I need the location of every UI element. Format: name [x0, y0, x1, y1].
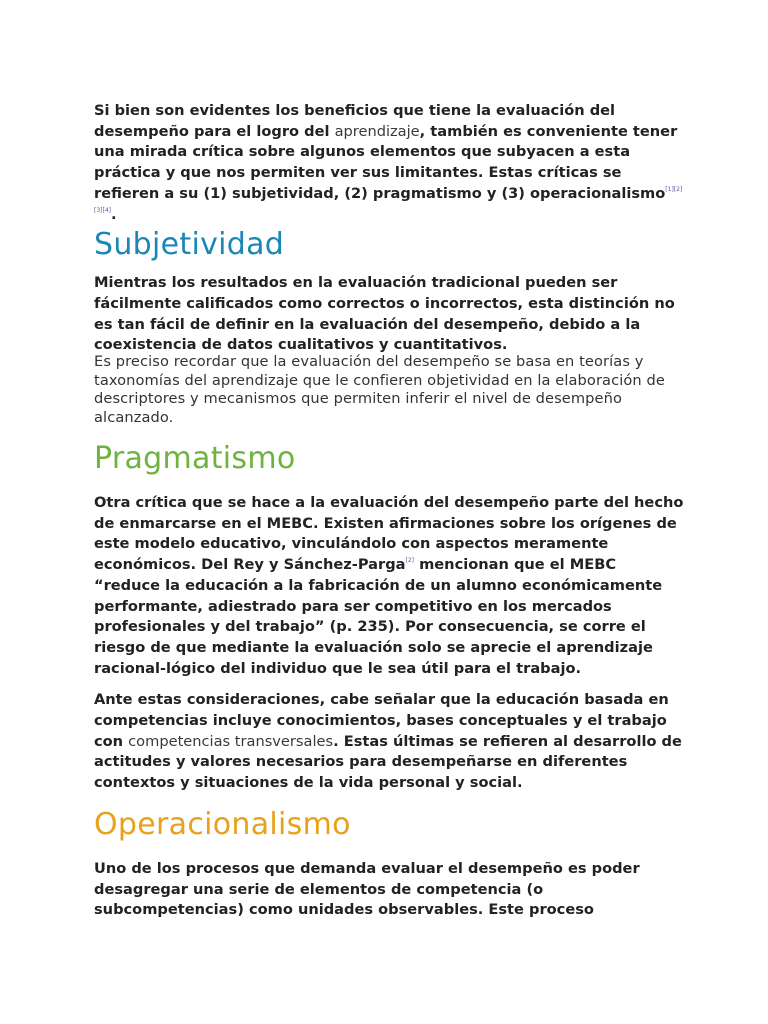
subjetividad-paragraph-2-text: Es preciso recordar que la evaluación del desempeño se basa en teorías y taxonomías del aprendizaje que le confieren objetividad en la elaboración de descriptores y mecanismos que permiten inferir	[94, 353, 665, 408]
subjetividad-paragraph-2	[94, 353, 684, 427]
intro-paragraph	[94, 101, 684, 225]
subjetividad-paragraph-2-end: el nivel de desempeño alcanzado.	[94, 390, 622, 426]
heading-operacionalismo: Operacionalismo	[94, 806, 351, 842]
competencias-transversales-link[interactable]: competencias transversales	[128, 732, 334, 750]
aprendizaje-link[interactable]: aprendizaje	[334, 122, 420, 140]
heading-subjetividad: Subjetividad	[94, 227, 285, 263]
pragmatismo-paragraph-2	[94, 690, 684, 794]
intro-references[interactable]: [1][2][3][4]	[94, 185, 683, 214]
heading-pragmatismo: Pragmatismo	[94, 441, 296, 477]
intro-text-1: Si bien son evidentes los beneficios que tiene la evaluación del desempeño para el logro del	[94, 102, 616, 140]
intro-text-2: , también es conveniente tener una mirada crítica sobre algunos elementos que subyacen a esta práctica y que nos permiten ver sus limitantes. Estas críticas se refieren a su (1) subjetividad, (2) pragmatismo y (3) operacionalismo	[94, 122, 678, 202]
pragmatismo-paragraph-1	[94, 493, 684, 679]
pragmatismo-paragraph-1-a: Otra crítica que se hace a la evaluación del desempeño parte del hecho de enmarcarse en el MEBC. Existen afirmaciones sobre los orígenes de este modelo educativo, vinculándolo con aspectos meramente económicos. Del Rey y Sánchez-Parga	[94, 494, 684, 574]
operacionalismo-paragraph-1: Uno de los procesos que demanda evaluar el desempeño es poder desagregar una serie de elementos de competencia (o subcompetencias) como unidades observables. Este proceso	[94, 859, 640, 919]
subjetividad-paragraph-1: Mientras los resultados en la evaluación tradicional pueden ser fácilmente calificados como correctos o incorrectos, esta distinción no es tan fácil de definir en la evaluación del desempeño, debido a la coexistencia de datos cualitativos y cuantitativos.	[94, 274, 675, 354]
pragmatismo-paragraph-2-b: . Estas últimas se refieren al desarrollo de actitudes y valores necesarios para desempeñarse en diferentes contextos y situaciones de la vida personal y social.	[94, 732, 682, 792]
intro-end: .	[111, 205, 117, 223]
pragmatismo-paragraph-2-a: Ante estas consideraciones, cabe señalar que la educación basada en competencias incluye conocimientos, bases conceptuales y el trabajo con	[94, 691, 669, 750]
document-page	[94, 101, 684, 921]
pragmatismo-paragraph-1-b: mencionan que el MEBC “reduce la educación a la fabricación de un alumno económicamente performante, adiestrado para ser competitivo en los mercados profesionales y del trabajo” (p. 235). Por consecuencia, se corre el riesgo de que mediante la evaluación solo se aprecie el aprendizaje racional-lógico del individuo que le sea útil para el trabajo.	[94, 556, 663, 677]
pragmatismo-reference[interactable]: [2]	[405, 557, 414, 565]
